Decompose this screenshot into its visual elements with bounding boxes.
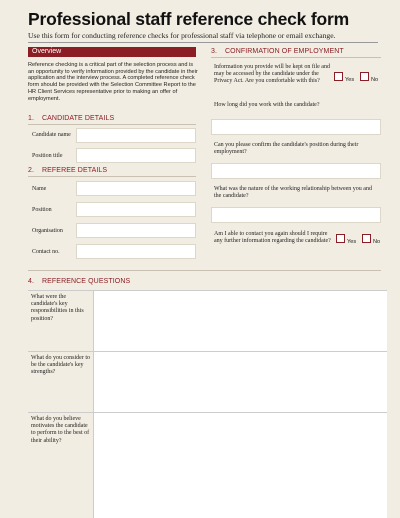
position-title-field[interactable]: [76, 148, 196, 163]
motivation-answer-field[interactable]: [93, 413, 387, 518]
privacy-no-label: No: [371, 77, 379, 83]
strengths-answer-field[interactable]: [93, 352, 387, 412]
referee-section-rule: [28, 176, 196, 177]
contact-yes-checkbox[interactable]: [336, 234, 345, 243]
candidate-name-label: Candidate name: [32, 132, 71, 138]
contact-no-label: No: [373, 239, 381, 245]
privacy-yes-label: Yes: [345, 77, 355, 83]
privacy-yes-checkbox[interactable]: [334, 72, 343, 81]
reference-section-heading: 4. REFERENCE QUESTIONS: [28, 278, 131, 285]
confirmation-section-heading: 3. CONFIRMATION OF EMPLOYMENT: [211, 48, 344, 55]
referee-position-field[interactable]: [76, 202, 196, 217]
table-row: [28, 352, 387, 413]
referee-contact-field[interactable]: [76, 244, 196, 259]
referee-section-heading: 2. REFEREE DETAILS: [28, 167, 108, 174]
motivation-question: What do you believe motivates the candidate to perform to the best of their ability?: [31, 416, 90, 444]
privacy-question: Information you provide will be kept on file and may be accessed by the candidate under the Privacy Act. Are you comfortable with this?: [214, 64, 330, 85]
contact-no-checkbox[interactable]: [362, 234, 371, 243]
overview-heading: Overview: [28, 47, 196, 57]
referee-name-label: Name: [32, 186, 47, 192]
candidate-section-heading: 1. CANDIDATE DETAILS: [28, 115, 115, 122]
responsibilities-question: What were the candidate's key responsibilities in this position?: [31, 294, 84, 322]
table-row: [28, 291, 387, 352]
referee-contact-label: Contact no.: [32, 249, 60, 255]
page-subtitle: Use this form for conducting reference checks for professional staff via telephone or email exchange.: [28, 31, 336, 40]
candidate-section-rule: [28, 124, 196, 125]
referee-organisation-label: Organisation: [32, 228, 63, 234]
position-confirm-question: Can you please confirm the candidate's position during their employment?: [214, 142, 359, 156]
position-confirm-field[interactable]: [211, 163, 381, 179]
referee-organisation-field[interactable]: [76, 223, 196, 238]
responsibilities-answer-field[interactable]: [93, 291, 387, 351]
relationship-question: What was the nature of the working relationship between you and the candidate?: [214, 186, 372, 200]
relationship-field[interactable]: [211, 207, 381, 223]
confirmation-section-rule: [211, 57, 381, 58]
page-title: Professional staff reference check form: [28, 9, 349, 29]
privacy-no-checkbox[interactable]: [360, 72, 369, 81]
position-title-label: Position title: [32, 153, 63, 159]
overview-text: Reference checking is a critical part of the selection process and is an opportunity to verify information provided by the candidate in their application and the interview process. A completed reference check form should be provided with the Selection Committee Report to the HR Client Services representative prior to making an offer of employment.: [28, 62, 198, 102]
title-divider: [28, 42, 378, 43]
strengths-question: What do you consider to be the candidate's key strengths?: [31, 355, 90, 376]
section-divider: [28, 270, 381, 271]
duration-field[interactable]: [211, 119, 381, 135]
duration-question: How long did you work with the candidate?: [214, 102, 320, 108]
candidate-name-field[interactable]: [76, 128, 196, 143]
referee-position-label: Position: [32, 207, 52, 213]
table-row: [28, 413, 387, 518]
contact-yes-label: Yes: [347, 239, 357, 245]
reference-questions-table: [28, 290, 387, 518]
contact-again-question: Am I able to contact you again should I require any further information regarding the candidate?: [214, 231, 331, 245]
referee-name-field[interactable]: [76, 181, 196, 196]
